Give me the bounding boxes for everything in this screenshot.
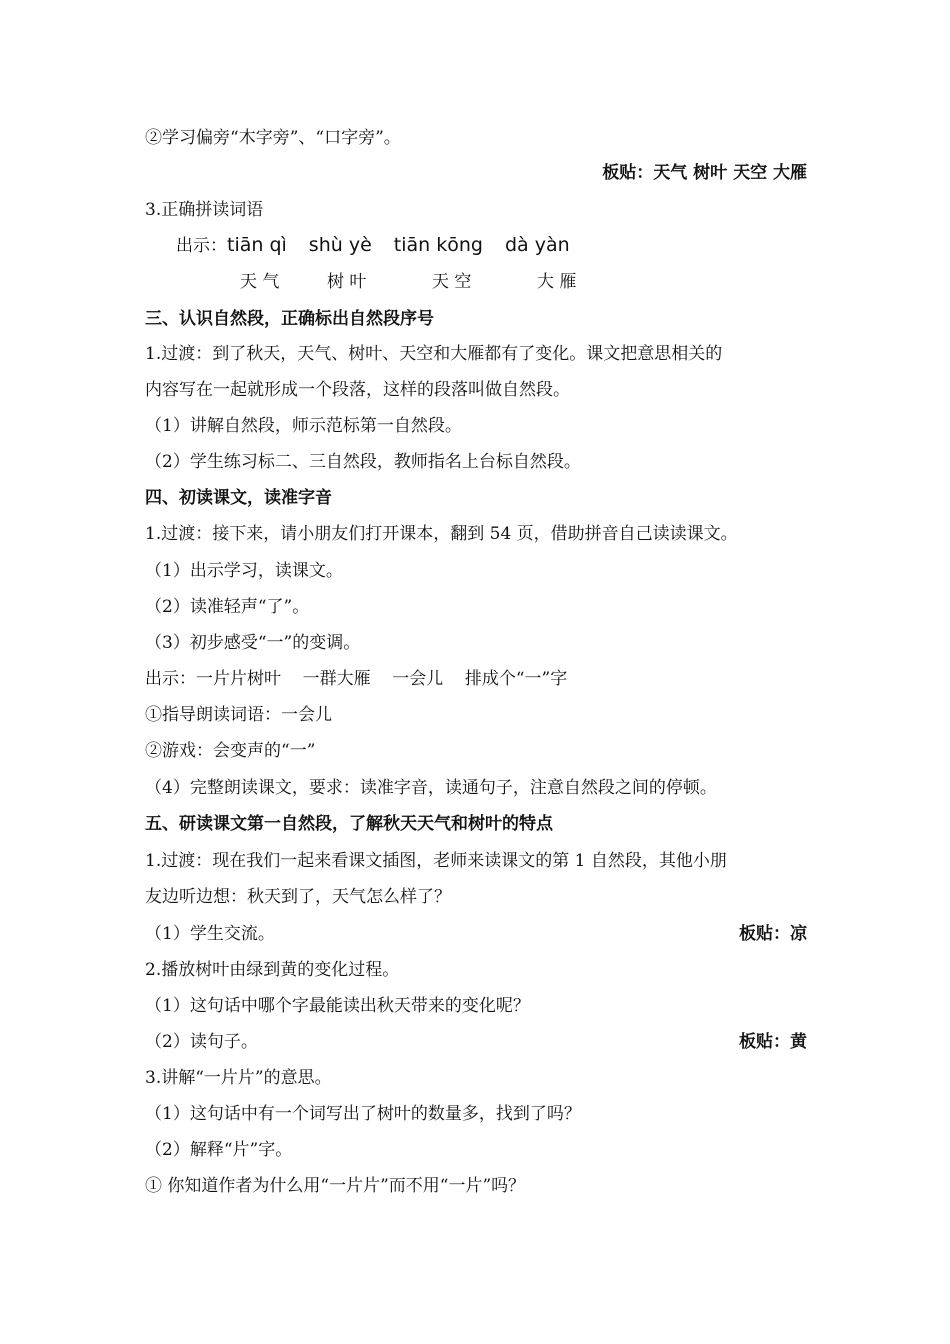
section-heading: 三、认识自然段，正确标出自然段序号: [145, 309, 434, 329]
character-row: [0, 270, 950, 294]
character-word: 树 叶: [327, 272, 367, 292]
show-label: 出示：: [176, 236, 227, 256]
board-note: 板贴：天气 树叶 天空 大雁: [602, 163, 807, 183]
text-line-with-board: [145, 922, 807, 946]
board-note: 板贴：黄: [739, 1032, 807, 1052]
character-word: 天 气: [240, 272, 280, 292]
text-line: （1）讲解自然段，师示范标第一自然段。: [145, 416, 462, 436]
board-note: 板贴：凉: [739, 924, 807, 944]
pinyin-word: shù yè: [308, 234, 372, 256]
text-line: （2）读句子。: [145, 1032, 258, 1052]
section-heading: 四、初读课文，读准字音: [145, 488, 332, 508]
text-line: （1）这句话中有一个词写出了树叶的数量多，找到了吗？: [145, 1104, 581, 1124]
text-line: 1.过渡：到了秋天，天气、树叶、天空和大雁都有了变化。课文把意思相关的: [145, 344, 723, 364]
text-line: ②游戏：会变声的“一”: [145, 741, 316, 761]
text-line: （2）学生练习标二、三自然段，教师指名上台标自然段。: [145, 452, 581, 472]
text-line: 内容写在一起就形成一个段落，这样的段落叫做自然段。: [145, 380, 570, 400]
text-line: 出示：一片片树叶 一群大雁 一会儿 排成个“一”字: [145, 669, 568, 689]
text-line: （2）解释“片”字。: [145, 1140, 293, 1160]
text-line: （4）完整朗读课文，要求：读准字音，读通句子，注意自然段之间的停顿。: [145, 778, 717, 798]
text-line: 1.过渡：现在我们一起来看课文插图，老师来读课文的第 1 自然段，其他小朋: [145, 851, 727, 871]
text-line: 2.播放树叶由绿到黄的变化过程。: [145, 960, 400, 980]
text-line: 3.讲解“一片片”的意思。: [145, 1068, 332, 1088]
text-line: 友边听边想：秋天到了，天气怎么样了？: [145, 887, 451, 907]
text-line: （2）读准轻声“了”。: [145, 597, 310, 617]
text-line: （1）学生交流。: [145, 924, 275, 944]
pinyin-word: dà yàn: [504, 234, 570, 256]
text-line: （3）初步感受“一”的变调。: [145, 633, 361, 653]
text-line: 1.过渡：接下来，请小朋友们打开课本，翻到 54 页，借助拼音自己读读课文。: [145, 524, 738, 544]
text-line: ②学习偏旁“木字旁”、“口字旁”。: [145, 128, 401, 148]
text-line: （1）这句话中哪个字最能读出秋天带来的变化呢？: [145, 996, 530, 1016]
text-line: ①指导朗读词语：一会儿: [145, 705, 332, 725]
pinyin-word: tiān kōng: [393, 234, 483, 256]
character-word: 天 空: [432, 272, 472, 292]
text-line-with-board: [145, 1030, 807, 1054]
pinyin-list: [227, 234, 592, 256]
character-word: 大 雁: [537, 272, 577, 292]
pinyin-row: [176, 233, 776, 258]
text-line: （1）出示学习，读课文。: [145, 561, 343, 581]
text-line: ① 你知道作者为什么用“一片片”而不用“一片”吗？: [145, 1176, 526, 1196]
text-line: 3.正确拼读词语: [145, 200, 264, 220]
section-heading: 五、研读课文第一自然段，了解秋天天气和树叶的特点: [145, 814, 553, 834]
pinyin-word: tiān qì: [227, 234, 287, 256]
